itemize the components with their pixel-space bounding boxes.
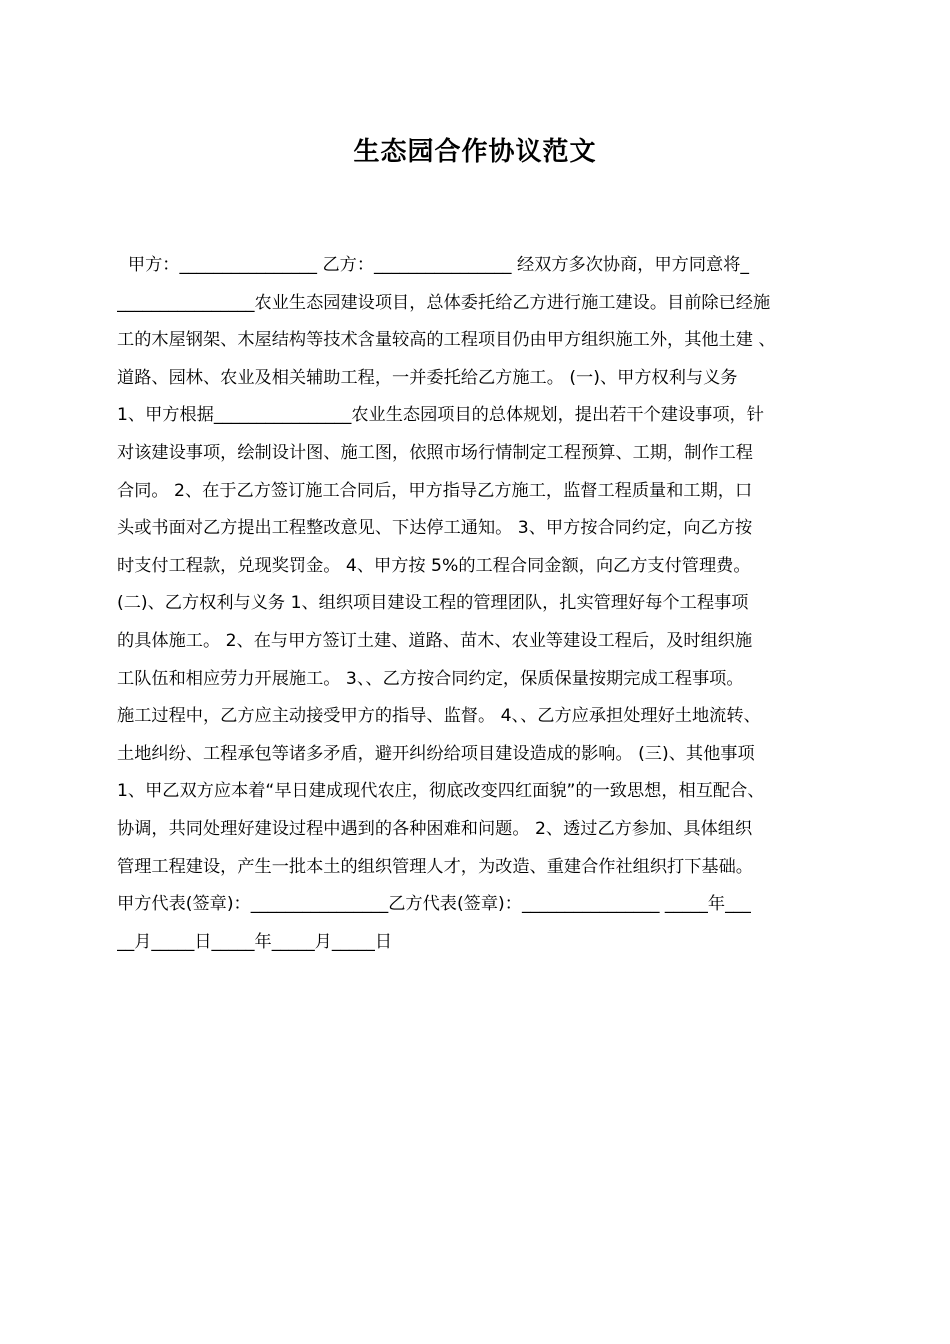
body-line: 时支付工程款，兑现奖罚金。 4、甲方按 5%的工程合同金额，向乙方支付管理费。 <box>117 555 751 576</box>
document-body <box>117 247 847 961</box>
date-line: __月_____日_____年_____月_____日 <box>117 931 393 952</box>
body-line: 协调，共同处理好建设过程中遇到的各种困难和问题。 2、透过乙方参加、具体组织 <box>117 818 753 839</box>
body-line: 合同。 2、在于乙方签订施工合同后，甲方指导乙方施工，监督工程质量和工期，口 <box>117 480 753 501</box>
body-line: 甲方：________________ 乙方：________________ 经双方多次协商，甲方同意将_ <box>117 255 750 275</box>
body-line: 道路、园林、农业及相关辅助工程，一并委托给乙方施工。 (一)、甲方权利与义务 <box>117 367 738 388</box>
body-line: 头或书面对乙方提出工程整改意见、下达停工通知。 3、甲方按合同约定，向乙方按 <box>117 518 753 539</box>
signature-line: 甲方代表(签章)：________________乙方代表(签章)：________________ _____年___ <box>117 894 751 915</box>
body-line: 工的木屋钢架、木屋结构等技术含量较高的工程项目仍由甲方组织施工外，其他土建 、 <box>117 330 776 351</box>
body-line: 的具体施工。 2、在与甲方签订土建、道路、苗木、农业等建设工程后，及时组织施 <box>117 630 753 651</box>
body-line: 土地纠纷、工程承包等诸多矛盾，避开纠纷给项目建设造成的影响。 (三)、其他事项 <box>117 743 755 764</box>
document-title: 生态园合作协议范文 <box>353 137 597 167</box>
body-line: 1、甲乙双方应本着“早日建成现代农庄，彻底改变四红面貌”的一致思想，相互配合、 <box>117 781 765 802</box>
body-line: ________________农业生态园建设项目，总体委托给乙方进行施工建设。目前除已经施 <box>117 292 771 313</box>
body-line: 施工过程中，乙方应主动接受甲方的指导、监督。 4、、乙方应承担处理好土地流转、 <box>117 706 761 727</box>
body-line: 管理工程建设，产生一批本土的组织管理人才，为改造、重建合作社组织打下基础。 <box>117 856 753 877</box>
body-line: 工队伍和相应劳力开展施工。 3、、乙方按合同约定，保质保量按期完成工程事项。 <box>117 668 744 689</box>
body-line: 对该建设事项，绘制设计图、施工图，依照市场行情制定工程预算、工期，制作工程 <box>117 442 753 463</box>
body-line: (二)、乙方权利与义务 1、组织项目建设工程的管理团队，扎实管理好每个工程事项 <box>117 593 749 614</box>
body-line: 1、甲方根据________________农业生态园项目的总体规划，提出若干个建设事项，针 <box>117 405 764 426</box>
